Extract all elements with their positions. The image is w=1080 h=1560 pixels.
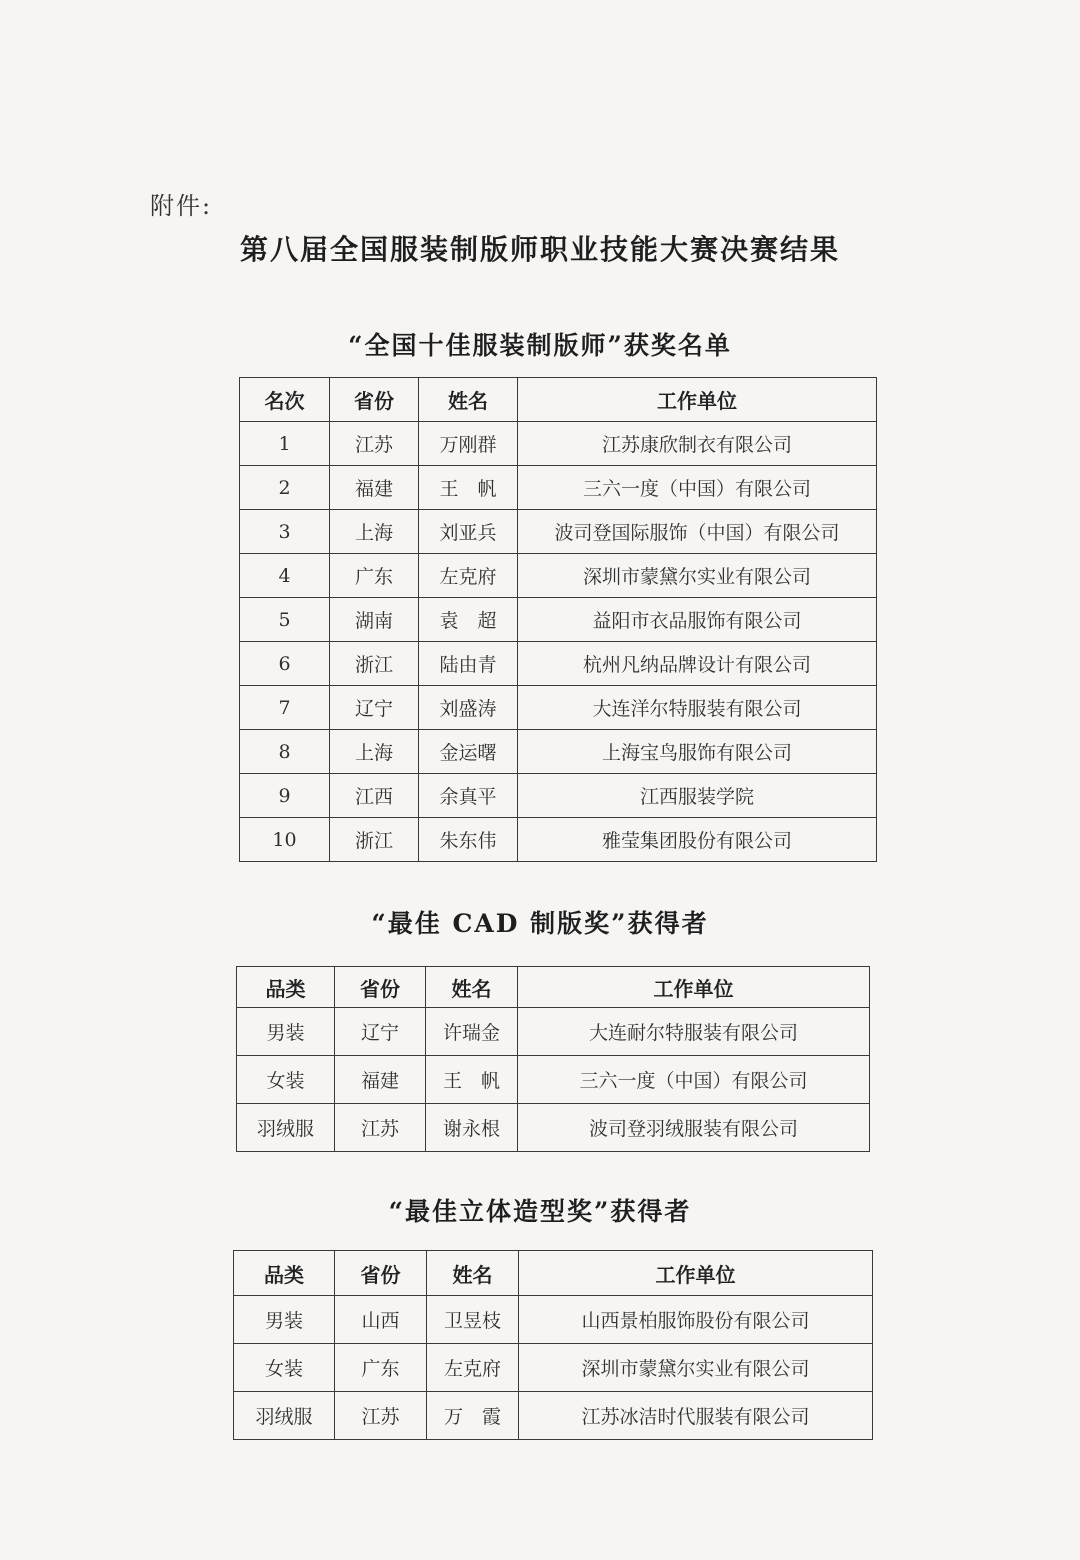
name-cell: 万刚群 [419,422,518,466]
province-cell: 上海 [330,730,419,774]
company-cell: 深圳市蒙黛尔实业有限公司 [518,554,877,598]
table-header-row [234,1251,873,1296]
name-cell: 王 帆 [419,466,518,510]
table-row [234,1344,873,1392]
rank-cell: 7 [240,686,330,730]
name-cell: 左克府 [419,554,518,598]
table-row [240,774,877,818]
best-3d-table [233,1250,873,1440]
company-cell: 深圳市蒙黛尔实业有限公司 [519,1344,873,1392]
rank-cell: 8 [240,730,330,774]
company-cell: 大连洋尔特服装有限公司 [518,686,877,730]
rank-cell: 2 [240,466,330,510]
table-row [240,466,877,510]
province-cell: 辽宁 [335,1008,426,1056]
header-company: 工作单位 [518,967,870,1008]
header-province: 省份 [330,378,419,422]
table-row [240,686,877,730]
company-cell: 三六一度（中国）有限公司 [518,1056,870,1104]
table-header-row [240,378,877,422]
company-cell: 雅莹集团股份有限公司 [518,818,877,862]
best-cad-table [236,966,870,1152]
province-cell: 浙江 [330,818,419,862]
table-row [240,598,877,642]
company-cell: 江苏康欣制衣有限公司 [518,422,877,466]
header-name: 姓名 [419,378,518,422]
rank-cell: 9 [240,774,330,818]
province-cell: 江苏 [335,1392,427,1440]
attachment-label: 附件: [150,192,213,220]
header-name: 姓名 [427,1251,519,1296]
company-cell: 益阳市衣品服饰有限公司 [518,598,877,642]
table-row [234,1392,873,1440]
province-cell: 辽宁 [330,686,419,730]
header-category: 品类 [237,967,335,1008]
header-name: 姓名 [426,967,518,1008]
table-row [240,730,877,774]
table-row [237,1056,870,1104]
name-cell: 余真平 [419,774,518,818]
category-cell: 男装 [237,1008,335,1056]
header-province: 省份 [335,1251,427,1296]
rank-cell: 4 [240,554,330,598]
best-cad-title: “最佳 CAD 制版奖”获得者 [371,909,709,938]
province-cell: 上海 [330,510,419,554]
company-cell: 江苏冰洁时代服装有限公司 [519,1392,873,1440]
table-header-row [237,967,870,1008]
province-cell: 福建 [330,466,419,510]
name-cell: 谢永根 [426,1104,518,1152]
province-cell: 浙江 [330,642,419,686]
name-cell: 金运曙 [419,730,518,774]
rank-cell: 6 [240,642,330,686]
document-title: 第八届全国服装制版师职业技能大赛决赛结果 [239,233,840,266]
province-cell: 广东 [330,554,419,598]
header-company: 工作单位 [519,1251,873,1296]
rank-cell: 5 [240,598,330,642]
company-cell: 杭州凡纳品牌设计有限公司 [518,642,877,686]
name-cell: 陆由青 [419,642,518,686]
province-cell: 江苏 [330,422,419,466]
province-cell: 江西 [330,774,419,818]
top-ten-table [239,377,877,862]
name-cell: 袁 超 [419,598,518,642]
name-cell: 刘盛涛 [419,686,518,730]
province-cell: 江苏 [335,1104,426,1152]
name-cell: 卫昱枝 [427,1296,519,1344]
table-row [240,818,877,862]
name-cell: 朱东伟 [419,818,518,862]
rank-cell: 10 [240,818,330,862]
table-row [240,554,877,598]
table-row [237,1008,870,1056]
header-rank: 名次 [240,378,330,422]
header-province: 省份 [335,967,426,1008]
company-cell: 江西服装学院 [518,774,877,818]
province-cell: 广东 [335,1344,427,1392]
rank-cell: 1 [240,422,330,466]
province-cell: 山西 [335,1296,427,1344]
company-cell: 波司登羽绒服装有限公司 [518,1104,870,1152]
header-company: 工作单位 [518,378,877,422]
table-row [240,422,877,466]
best-3d-title: “最佳立体造型奖”获得者 [388,1197,692,1226]
province-cell: 湖南 [330,598,419,642]
name-cell: 刘亚兵 [419,510,518,554]
category-cell: 羽绒服 [234,1392,335,1440]
province-cell: 福建 [335,1056,426,1104]
category-cell: 羽绒服 [237,1104,335,1152]
company-cell: 上海宝鸟服饰有限公司 [518,730,877,774]
name-cell: 万 霞 [427,1392,519,1440]
table-row [240,642,877,686]
name-cell: 左克府 [427,1344,519,1392]
category-cell: 女装 [234,1344,335,1392]
category-cell: 男装 [234,1296,335,1344]
rank-cell: 3 [240,510,330,554]
header-category: 品类 [234,1251,335,1296]
top-ten-title: “全国十佳服装制版师”获奖名单 [348,331,732,360]
name-cell: 王 帆 [426,1056,518,1104]
category-cell: 女装 [237,1056,335,1104]
table-row [237,1104,870,1152]
name-cell: 许瑞金 [426,1008,518,1056]
company-cell: 三六一度（中国）有限公司 [518,466,877,510]
company-cell: 山西景柏服饰股份有限公司 [519,1296,873,1344]
company-cell: 大连耐尔特服装有限公司 [518,1008,870,1056]
table-row [240,510,877,554]
company-cell: 波司登国际服饰（中国）有限公司 [518,510,877,554]
table-row [234,1296,873,1344]
